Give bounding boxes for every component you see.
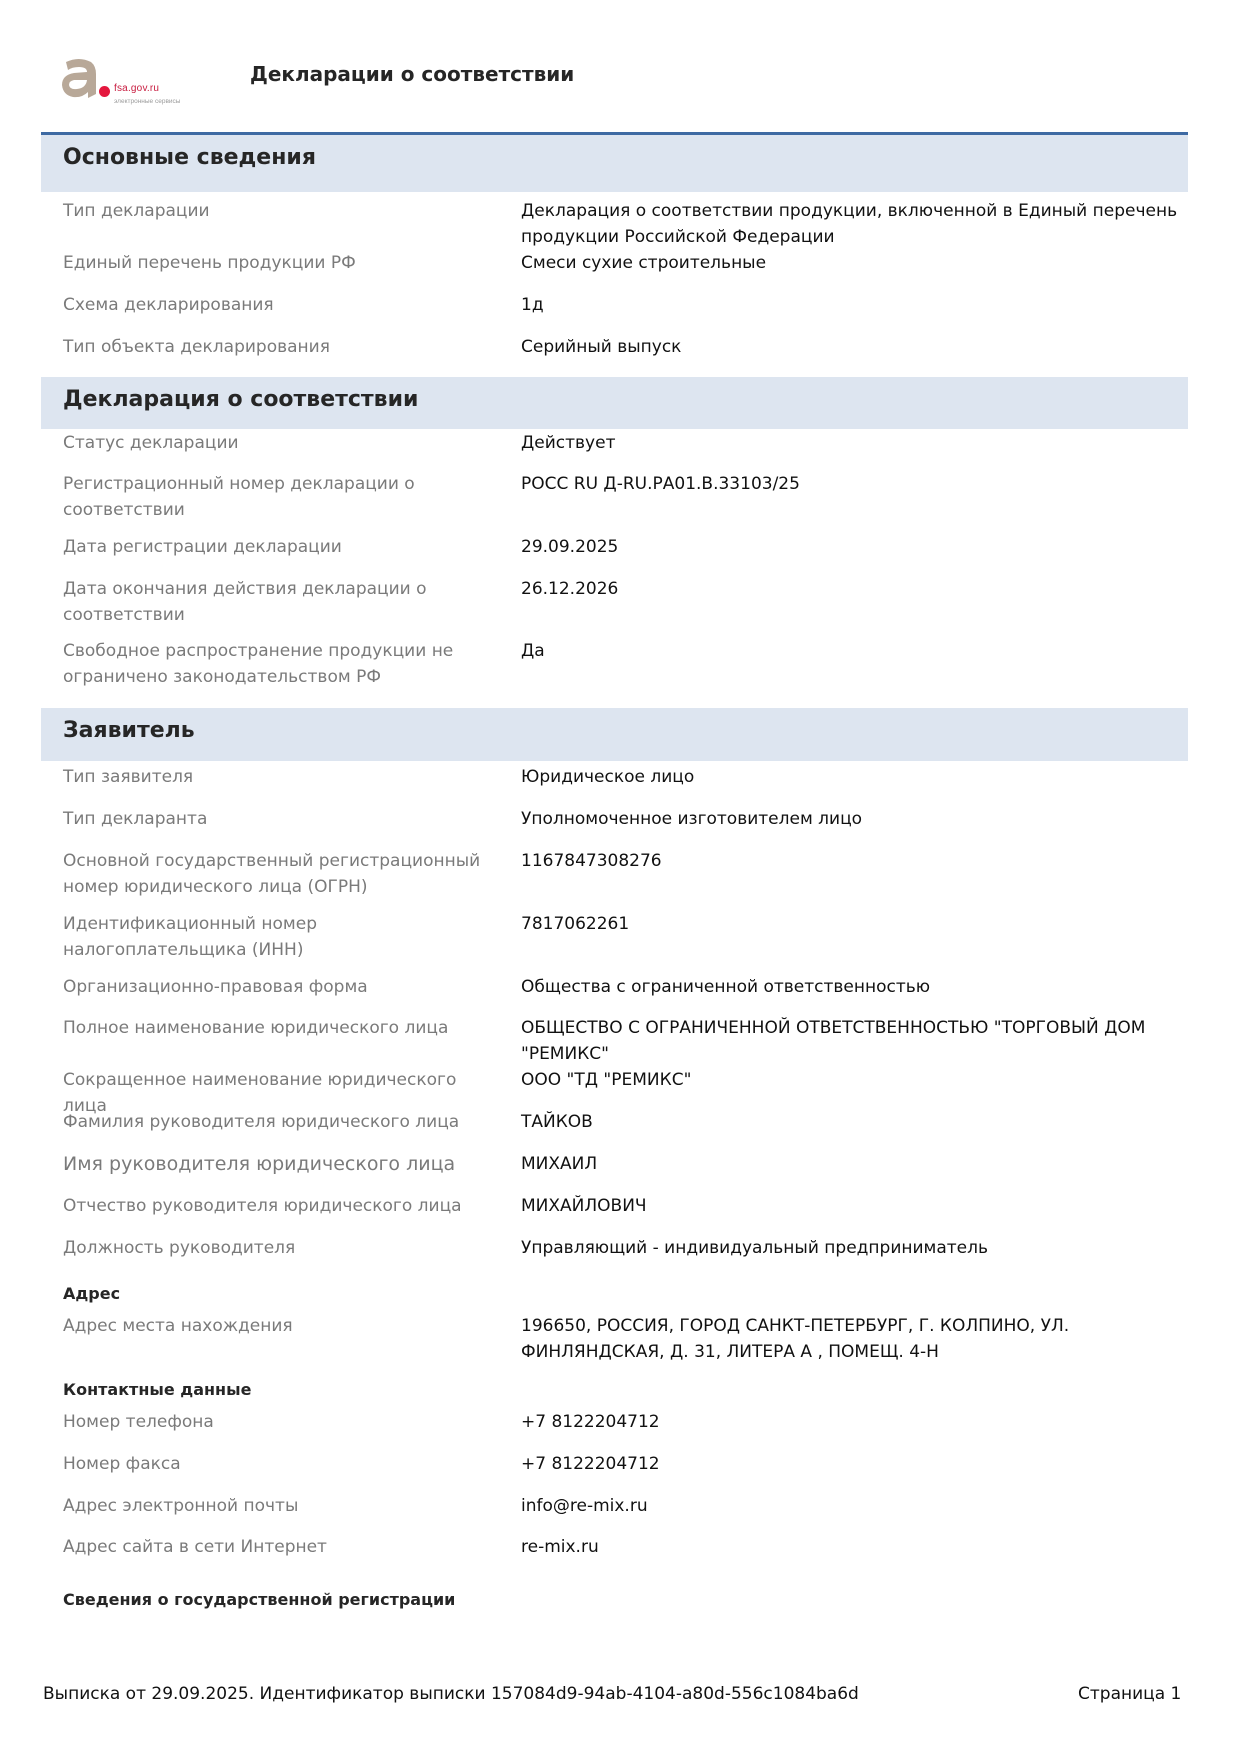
field-label: Фамилия руководителя юридического лица bbox=[63, 1112, 460, 1132]
field-label: Должность руководителя bbox=[63, 1238, 296, 1258]
subheading-state-registration: Сведения о государственной регистрации bbox=[63, 1590, 456, 1609]
document-title: Декларации о соответствии bbox=[250, 62, 575, 86]
field-label: Тип заявителя bbox=[63, 767, 194, 787]
section-title: Заявитель bbox=[63, 718, 195, 743]
fsa-logo bbox=[58, 58, 208, 110]
field-value: Управляющий - индивидуальный предприниматель bbox=[521, 1238, 989, 1258]
field-value: Общества с ограниченной ответственностью bbox=[521, 977, 931, 997]
field-value: РОСС RU Д-RU.РА01.В.33103/25 bbox=[521, 474, 800, 494]
field-label: Статус декларации bbox=[63, 433, 239, 453]
section-title: Основные сведения bbox=[63, 145, 316, 170]
field-label: Адрес электронной почты bbox=[63, 1496, 299, 1516]
field-label: Тип декларации bbox=[63, 201, 210, 221]
field-label: Номер телефона bbox=[63, 1412, 214, 1432]
field-value: Смеси сухие строительные bbox=[521, 253, 767, 273]
field-label: Имя руководителя юридического лица bbox=[63, 1153, 456, 1175]
field-value: +7 8122204712 bbox=[521, 1412, 660, 1432]
field-label: Номер факса bbox=[63, 1454, 181, 1474]
field-value: МИХАЙЛОВИЧ bbox=[521, 1196, 647, 1216]
section-title: Декларация о соответствии bbox=[63, 387, 419, 412]
logo-subtitle: электронные сервисы bbox=[114, 98, 181, 105]
section-header-basic bbox=[41, 132, 1188, 192]
field-value: ОБЩЕСТВО С ОГРАНИЧЕННОЙ ОТВЕТСТВЕННОСТЬЮ "ТОРГОВЫЙ ДОМ "РЕМИКС" bbox=[521, 1018, 1146, 1064]
field-label: Организационно-правовая форма bbox=[63, 977, 368, 997]
field-value: ТАЙКОВ bbox=[521, 1112, 593, 1132]
field-value: Действует bbox=[521, 433, 616, 453]
field-label: Сокращенное наименование юридического лица bbox=[63, 1070, 457, 1116]
field-value: Уполномоченное изготовителем лицо bbox=[521, 809, 863, 829]
field-value: ООО "ТД "РЕМИКС" bbox=[521, 1070, 692, 1090]
logo-site-text: fsa.gov.ru bbox=[114, 83, 160, 94]
field-label: Тип декларанта bbox=[63, 809, 208, 829]
field-value: 7817062261 bbox=[521, 914, 630, 934]
field-value: 26.12.2026 bbox=[521, 579, 619, 599]
field-label: Отчество руководителя юридического лица bbox=[63, 1196, 462, 1216]
field-value: 1д bbox=[521, 295, 544, 315]
field-value: Декларация о соответствии продукции, включенной в Единый перечень продукции Российской Федерации bbox=[521, 201, 1178, 247]
footer-extract-info: Выписка от 29.09.2025. Идентификатор выписки 157084d9-94ab-4104-a80d-556c1084ba6d bbox=[43, 1684, 859, 1704]
field-value: +7 8122204712 bbox=[521, 1454, 660, 1474]
field-label: Тип объекта декларирования bbox=[63, 337, 330, 357]
field-label: Регистрационный номер декларации о соответствии bbox=[63, 474, 415, 520]
field-label: Дата окончания действия декларации о соответствии bbox=[63, 579, 427, 625]
field-label: Дата регистрации декларации bbox=[63, 537, 342, 557]
field-value: Юридическое лицо bbox=[521, 767, 695, 787]
field-value: Да bbox=[521, 641, 545, 661]
field-label: Адрес места нахождения bbox=[63, 1316, 293, 1336]
field-label: Полное наименование юридического лица bbox=[63, 1018, 449, 1038]
section-header-applicant bbox=[41, 708, 1188, 761]
field-value: 196650, РОССИЯ, ГОРОД САНКТ-ПЕТЕРБУРГ, Г. КОЛПИНО, УЛ. ФИНЛЯНДСКАЯ, Д. 31, ЛИТЕРА А , ПОМЕЩ. 4-Н bbox=[521, 1316, 1070, 1362]
field-label: Идентификационный номер налогоплательщика (ИНН) bbox=[63, 914, 317, 960]
subheading-contacts: Контактные данные bbox=[63, 1380, 252, 1399]
field-value: МИХАИЛ bbox=[521, 1154, 598, 1174]
field-label: Единый перечень продукции РФ bbox=[63, 253, 356, 273]
field-label: Основной государственный регистрационный номер юридического лица (ОГРН) bbox=[63, 851, 481, 897]
field-value: 29.09.2025 bbox=[521, 537, 619, 557]
field-label: Адрес сайта в сети Интернет bbox=[63, 1537, 327, 1557]
field-value: info@re-mix.ru bbox=[521, 1496, 648, 1516]
field-value: Серийный выпуск bbox=[521, 337, 682, 357]
logo-dot-icon bbox=[99, 86, 110, 97]
footer-page-number: Страница 1 bbox=[1078, 1684, 1182, 1704]
subheading-address: Адрес bbox=[63, 1284, 121, 1303]
section-header-declaration bbox=[41, 377, 1188, 429]
field-value: re-mix.ru bbox=[521, 1537, 599, 1557]
fsa-a-mark-icon bbox=[60, 58, 98, 98]
field-label: Свободное распространение продукции не ограничено законодательством РФ bbox=[63, 641, 454, 687]
field-label: Схема декларирования bbox=[63, 295, 274, 315]
field-value: 1167847308276 bbox=[521, 851, 662, 871]
